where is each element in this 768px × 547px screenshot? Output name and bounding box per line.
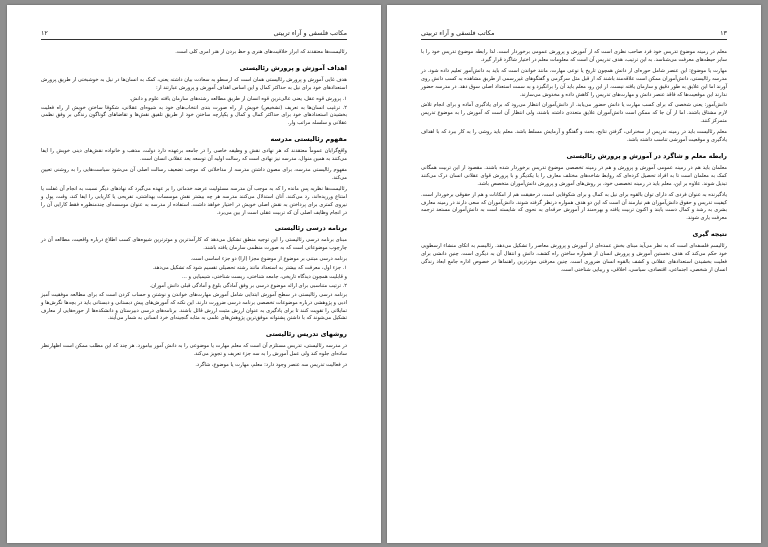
list-item: ۲. ترغیب انسان‌ها به تعریف (تشخیص) خویش از راه صورت بندی انتخاب‌های خود به شیوه‌ای عقلانی، شکوفا ساختن خویش از راه فعلیت بخشیدن استعدادهای خود برای حداکثر کمال و کمال و یکپارچه ساختن خود از طریق تلفیق نقش‌ها و تقاضاهای گوناگون زندگی بر وفق نظمی عقلانی و سلسله مراتب وار. — [41, 104, 347, 127]
list-item: در فعالیت تدریس سه عنصر وجود دارد: معلم، مهارت یا موضوع، شاگرد. — [195, 362, 347, 369]
paragraph: مبنای برنامه درسی رئالیستی را این توجیه منطق تشکیل می‌دهد که کارآمدترین و موثرترین شیوه‌های کسب اطلاع درباره واقعیت، مطالعه آن در چارچوب موضوعاتی است که به صورت منظمی سازمان یافته باشند. — [41, 237, 347, 252]
paragraph: معلم در زمینه موضوع تدریس خود فرد صاحب نظری است که از آموزش و پرورش عمومی برخوردار است. لذا رابطه موضوع تدریس خود را با سایر حیطه‌های معرفت می‌شناسد. به این ترتیب، هدف تدریس آن است که معلومات معلم در اختیار شاگرد قرار گیرد. — [421, 49, 727, 63]
paragraph: مهارت یا موضوع: این عنصر شامل حوزه‌ای از دانش همچون تاریخ یا نوعی مهارت، مانند خواندن است که باید به دانش‌آموز تعلیم داده شود. در مدرسه رئالیستی، دانش‌آموزان ممکن است علاقه‌مند باشند که از قبل مثل سرگرمی و گفتگوهای غیررسمی از طریق مشاهده به کسب دانش روی آورند اما این علایق به طور دقیق و سازمان یافته نیست. از این رو، معلم باید آن را برانگیزد و به سمت استعداد اصلی سوق دهد. در مدرسه حضور ندارند این موقعیت‌ها که فاقد عنصر دانش و مهارت‌های تدریس را کاهش داده و مخدوش می‌سازند. — [421, 67, 727, 98]
paragraph: هدف غایی آموزش و پرورش رئالیستی همان است که ارسطو به سعادت بیان داشته یعنی، کمک به انسان‌ها در نیل به خوشبختی از طریق پرورش استعدادهای خود برای نیل به حداکثر کمال و این اساس اهداف آموزش و پرورش عبارتند از: — [41, 76, 347, 91]
list-item: برنامه درسی مبتنی بر موضوع از موضوع مجزا (ازا) دو جزء اساسی است. — [190, 256, 347, 263]
list-item: ۱. جزء اول، معرفت که بیشتر به استعداد مانند رشته تحصیلی تقسیم شود که تشکیل می‌دهد. — [152, 265, 347, 272]
section-heading: رابطه معلم و شاگرد در آموزش و پرورش رئالیستی — [566, 151, 727, 160]
section-heading: مفهوم رئالیستی مدرسه — [270, 135, 347, 144]
paragraph: معلم رئالیست باید در زمینه تدریس از سخنرانی، گرفتن نتایج، بحث و گفتگو و آزمایش مسلط باشد. معلم باید روشی را به کار ببرد که با اهداف یادگیری و موقعیت آموزشی تناسب داشته باشد. — [421, 129, 727, 144]
paragraph: واقع‌گرایان عموماً معتقدند که هر نهادی نقش و وظیفه خاصی را در جامعه برعهده دارد دولت، مذهب و خانواده نقش‌های دینی خویش را ایفا می‌کنند به همین منوال، مدرسه نیز نهادی است که رسالت اولیه آن توسعه بعد عقلانی انسان است. — [41, 148, 347, 163]
left-page-number: ۱۲ — [41, 29, 48, 37]
paragraph: یادگیرنده به عنوان فردی که دارای توان بالقوه برای نیل به کمال و برای شکوفایی است، درحقیقت هم از امکانات و هم از حقوقی برخوردار است. کیفیت تدریس و حقوق دانش‌آموزان هم نیازمند آن است که این دو هدف همواره درنظر گرفته شوند. دانش‌آموزان که سعی دارند در زمینه معارف بشری به رشد و کمال دست یابند و اکنون تربیت یافته و بهره‌مند از آموزش حرفه‌ای به نحوی که شایسته است به دانش‌آموزان مستعد ترجمه معرفت یاری شوند. — [421, 191, 727, 222]
list-item: ۲. ترتیب متناسبی برای ارائه موضوع درسی بر وفق آمادگی بلوغ و آمادگی قبلی دانش آموزان. — [149, 282, 347, 289]
list-item: و قابلیت همچون دیدگاه تاریخی، جامعه شناختی، زیست شناختی، شیمیایی و ... — [182, 273, 347, 280]
paragraph: در مدرسه رئالیستی، تدریس مستلزم آن است که معلم مهارت یا موضوعی را به دانش آموز بیاموزد. هر چند که این مطلب ممکن است اظهارنظر ساده‌ای جلوه کند ولی عمل آموزش را به سه جزء تعریف و تجویز می‌کند. — [41, 343, 347, 358]
right-page-header — [421, 29, 727, 40]
left-page-content — [41, 49, 347, 523]
left-page — [7, 5, 381, 543]
right-page-number: ۱۳ — [720, 29, 727, 37]
paragraph: رئالیست‌ها نظریه پس مانده را که به موجب آن مدرسه مسئولیت عرضه خدماتی را بر عهده می‌گیرد که نهادهای دیگر نسبت به انجام آن غفلت یا امتناع ورزیده‌اند، رد می‌کنند. آنان استدلال می‌کنند مدرسه هر چه بیشتر نقش موسسات بهداشتی، تفریحی یا کاریابی را ایفا کند، وقت، پول و نیروی کمتری برای پرداختن به نقش اصلی خویش در اختیار خواهد داشت. استفاده از مدرسه به عنوان موسسه‌ای چندمنظوره فقط کارایی آن را در انجام وظایف اصلی آن که تربیت عقلی است از بین می‌برد. — [41, 185, 347, 216]
section-heading: روشهای تدریس رئالیستی — [265, 330, 347, 339]
section-heading: برنامه درسی رئالیستی — [274, 224, 347, 233]
section-heading: نتیجه گیری — [692, 230, 727, 239]
left-page-header — [41, 29, 347, 40]
list-item: ۱. پرورش قوه عقل، یعنی عالی‌ترین قوه انسان از طریق مطالعه رشته‌های سازمان یافته علوم و دانش. — [129, 95, 347, 102]
right-page-content — [421, 49, 727, 523]
paragraph: برنامه درسی رئالیستی در سطح آموزش ابتدایی شامل آموزش مهارت‌های خواندن و نوشتن و حساب کردن است که برای مطالعه موفقیت آمیز ادبی و پژوهشی درباره موضوعات تخصصی برنامه درسی ضرورت دارند. این نکته که آموزش‌های پیش دبستانی و دبستانی باید در بچه‌ها نگرش‌ها و تمایلاتی را تقویت کنند تا برای یادگیری به عنوان ارزش مثبت ارزش قائل باشند. برنامه‌های درسی دبیرستان و دانشکده‌ها از حوزه‌هایی از معارف تشکیل می‌شوند که با داشتن پشتوانه موفق‌ترین پژوهش‌های علمی به مثابه گنجینه‌ای خرد انسانی به شمار می‌آیند. — [41, 291, 347, 322]
paragraph: رئالیست‌ها معتقدند که ابراز خلاقیت‌های هنری و حظ بردن از هنر امری کلی است. — [175, 49, 347, 55]
paragraph: دانش‌آموز: یعنی شخصی که برای کسب مهارت یا دانش حضور می‌یابد. از دانش‌آموزان انتظار می‌رود که برای یادگیری آماده و برای انجام تلاش لازم مشتاق باشند. اما از آن جا که ممکن است دانش‌آموزان علایق متعددی داشته باشند، ولی انتظار آن است که آموزش را به موضوع تدریس متمرکز کنند. — [421, 102, 727, 125]
paragraph: رئالیسم فلسفه‌ای است که به نظر می‌آید مبنای بخش عمده‌ای از آموزش و پرورش معاصر را تشکیل می‌دهد. رئالیسم به اتکای منشاء ارسطویی خود حکم می‌کند که هدف نخستین آموزش و پرورش انسان از همواره ساختن راه کشف، دانش و انتقال آن به دیگری است. چنین دانشی برای فعلیت بخشیدن استعدادهای عقلانی و کشف بالقوه انسان ضروری است. چنین معرفتی موثرترین راهنماها در خصوص اداره جامع ابعاد زندگی انسان از شخصی، اجتماعی، اقتصادی، سیاسی، اخلاقی، و زیبایی شناختی است. — [421, 243, 727, 273]
paragraph: معلمان باید هم در زمینه عمومی آموزش و پرورش و هم در زمینه تخصصی موضوع تدریس برخوردار شده باشند. مقصود از این تربیت همگانی کمک به معلمان است تا به افراد تحصیل کرده‌ای که روابط شاخه‌های مختلف معارف را با یکدیگر و با پرورش قوای عقلانی انسان درک می‌کنند تبدیل شوند. علاوه بر این، معلم باید در زمینه تخصصی خود، بر روش‌های آموزش و پرورش دانش‌آموزان متخصص باشد. — [421, 164, 727, 187]
left-page-header-title: مکاتب فلسفی و آراء تربیتی — [273, 29, 347, 37]
section-heading: اهداف آموزش و پرورش رئالیستی — [239, 63, 347, 72]
right-page-header-title: مکاتب فلسفی و آراء تربیتی — [421, 29, 495, 37]
paragraph: مفهوم رئالیستی مدرسه، برای مصون داشتن مدرسه از مداخلاتی که موجب تضعیف رسالت اصلی آن می‌شود سیاست‌هایی را به روشنی تعیین می‌کند. — [41, 166, 347, 181]
right-page — [387, 5, 761, 543]
